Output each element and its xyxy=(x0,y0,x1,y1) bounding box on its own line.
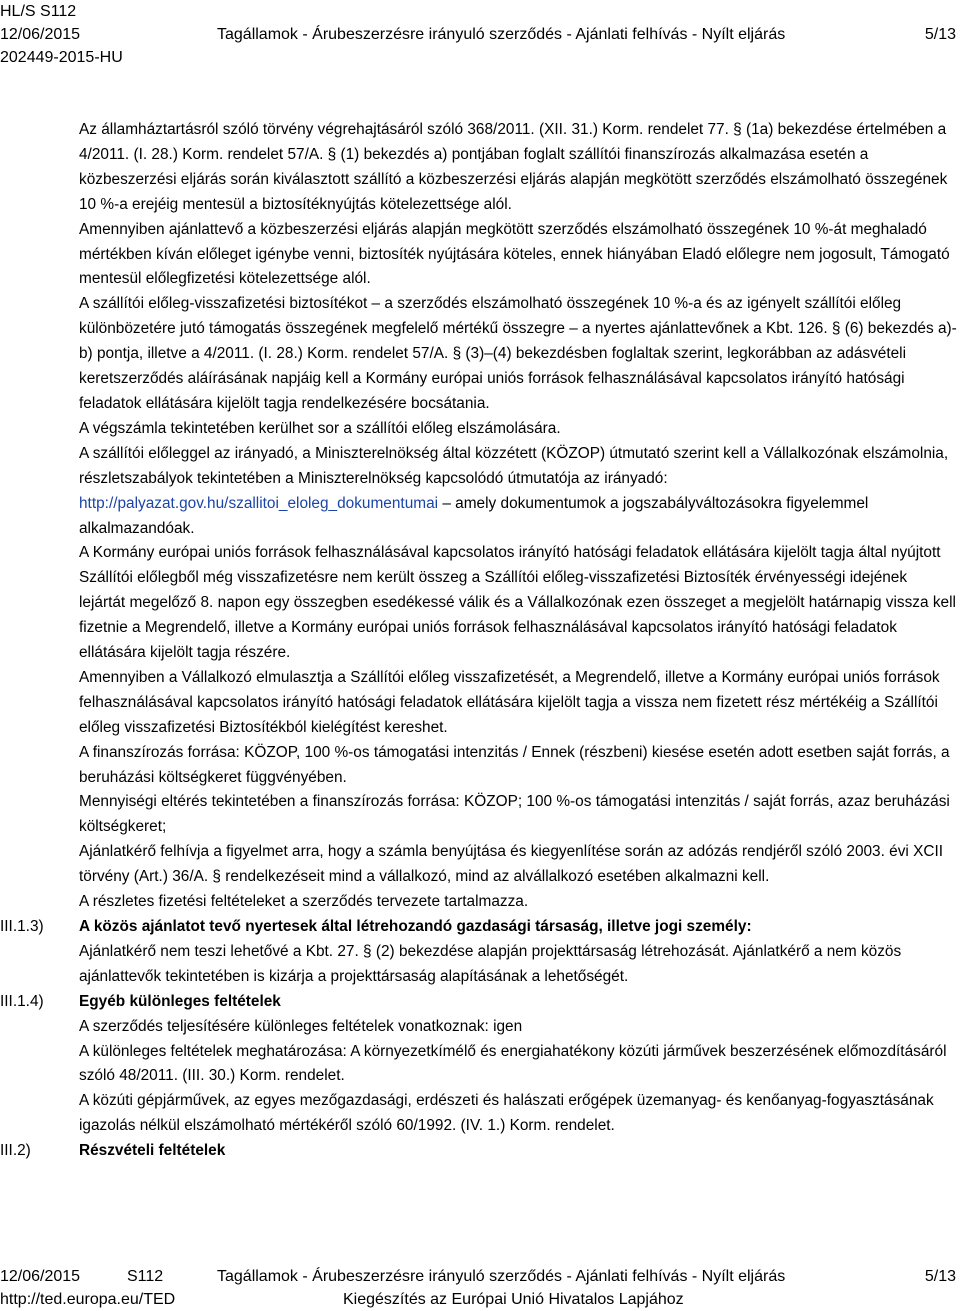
paragraph-4: A végszámla tekintetében kerülhet sor a szállítói előleg elszámolására. xyxy=(79,419,561,437)
section-heading: Egyéb különleges feltételek xyxy=(79,992,281,1010)
footer-line-1 xyxy=(0,1265,960,1288)
paragraph-1: Az államháztartásról szóló törvény végrehajtásáról szóló 368/2011. (XII. 31.) Korm. rendelet 77. § (1a) bekezdése értelmében a 4/2011. (I. 28.) Korm. rendelet 57/A. § (1) bekezdés a) pontjában foglalt szállítói finanszírozás alkalmazása esetén a közbeszerzési eljárás során kiválasztott szállító a közbeszerzési eljárás alapján megkötött szerződés elszámolható összegének 10 %-a erejéig mentesül a biztosítéknyújtás kötelezettsége alól. xyxy=(79,121,948,213)
section-number: III.1.4) xyxy=(0,992,44,1010)
footer-date: 12/06/2015 xyxy=(0,1268,81,1285)
header-page-number: 5/13 xyxy=(924,26,956,43)
special-conditions-line: A szerződés teljesítésére különleges feltételek vonatkoznak: igen xyxy=(79,1017,523,1035)
notice-id: 202449-2015-HU xyxy=(0,49,123,66)
paragraph-9: Mennyiségi eltérés tekintetében a finanszírozás forrása: KÖZOP; 100 %-os támogatási intenzitás / saját forrás, azaz beruházási költségkeret; xyxy=(79,793,950,836)
fuel-consumption-regulation: A közúti gépjárművek, az egyes mezőgazdasági, erdészeti és halászati erőgépek üzemanyag- és kenőanyag-fogyasztásának igazolás nélkül elszámolható mértékéről szóló 60/1992. (IV. 1.) Korm. rendelet. xyxy=(79,1092,934,1135)
paragraph-10: Ajánlatkérő felhívja a figyelmet arra, hogy a számla benyújtása és kiegyenlítése során az adózás rendjéről szóló 2003. évi XCII törvény (Art.) 36/A. § rendelkezéseit mind a vállalkozó, mind az alvállalkozó esetében alkalmazni kell. xyxy=(79,843,944,886)
paragraph-5-text-b: – amely dokumentumok a jogszabályváltozásokra figyelemmel alkalmazandóak. xyxy=(79,494,869,537)
paragraph-11: A részletes fizetési feltételeket a szerződés tervezete tartalmazza. xyxy=(79,893,529,911)
paragraph-2: Amennyiben ajánlattevő a közbeszerzési eljárás alapján megkötött szerződés elszámolható összegének 10 %-át meghaladó mértékben kíván előleget igénybe venni, biztosíték nyújtására köteles, ennek hiányában Eladó előlegre nem jogosult, Támogató mentesül előlegfizetési kötelezettsége alól. xyxy=(79,220,950,288)
footer-line-2 xyxy=(0,1288,960,1311)
section-text: Ajánlatkérő nem teszi lehetővé a Kbt. 27. § (2) bekezdése alapján projekttársaság létrehozását. Ajánlatkérő a nem közös ajánlattevők tekintetében is kizárja a projekttársaság alapításának a lehetőségét. xyxy=(79,942,902,985)
page-header xyxy=(0,0,960,69)
paragraph-5-text-a: A szállítói előleggel az irányadó, a Miniszterelnökség által közzétett (KÖZOP) útmutató szerint kell a Vállalkozónak elszámolnia, részletszabályok tekintetében a Miniszterelnökség kapcsolódó útmutatója az irányadó: xyxy=(79,444,949,487)
page-footer xyxy=(0,1265,960,1311)
footer-series: S112 xyxy=(127,1268,164,1285)
document-body xyxy=(0,118,960,1164)
doc-code: HL/S S112 xyxy=(0,3,77,20)
section-heading: A közös ajánlatot tevő nyertesek által létrehozandó gazdasági társaság, illetve jogi személy: xyxy=(79,918,752,935)
section-iii-1-4 xyxy=(0,990,960,1139)
paragraph-7: Amennyiben a Vállalkozó elmulasztja a Szállítói előleg visszafizetését, a Megrendelő, illetve a Kormány európai uniós források felhasználásával kapcsolatos irányító hatósági feladatok ellátására kijelölt tagja a vissza nem fizetett rész mértékéig a Szállítói előleg visszafizetési Biztosítékból kielégítést kereshet. xyxy=(79,668,940,736)
footer-supplement: Kiegészítés az Európai Unió Hivatalos Lapjához xyxy=(343,1291,684,1308)
section-number: III.2) xyxy=(0,1142,31,1160)
header-date: 12/06/2015 xyxy=(0,26,81,43)
paragraph-5 xyxy=(79,442,957,542)
paragraph-3: A szállítói előleg-visszafizetési biztosítékot – a szerződés elszámolható összegének 10 %-a és az igényelt szállítói előleg különbözetére jutó támogatás összegének megfelelő mértékű összegre – a nyertes ajánlattevőnek a Kbt. 126. § (6) bekezdés a)-b) pontja, illetve a 4/2011. (I. 28.) Korm. rendelet 57/A. § (3)–(4) bekezdésben foglaltak szerint, legkorábban az adásvételi keretszerződés aláírásának napjáig kell a Kormány európai uniós források felhasználásával kapcsolatos irányító hatósági feladatok ellátására kijelölt tagja rendelkezésére bocsátania. xyxy=(79,295,957,412)
section-iii-2 xyxy=(0,1139,960,1164)
footer-url[interactable]: http://ted.europa.eu/TED xyxy=(0,1291,176,1308)
palyazat-link[interactable]: http://palyazat.gov.hu/szallitoi_eloleg_dokumentumai xyxy=(79,494,439,512)
header-title: Tagállamok - Árubeszerzésre irányuló szerződés - Ajánlati felhívás - Nyílt eljárás xyxy=(217,26,786,43)
section-heading: Részvételi feltételek xyxy=(79,1142,226,1160)
footer-page-number: 5/13 xyxy=(924,1268,956,1285)
footer-title: Tagállamok - Árubeszerzésre irányuló szerződés - Ajánlati felhívás - Nyílt eljárás xyxy=(217,1268,786,1285)
paragraph-8: A finanszírozás forrása: KÖZOP, 100 %-os támogatási intenzitás / Ennek (részbeni) kiesése esetén adott esetben saját forrás, a beruházási költségkeret függvényében. xyxy=(79,743,950,786)
paragraph-6: A Kormány európai uniós források felhasználásával kapcsolatos irányító hatósági feladatok ellátására kijelölt tagja által nyújtott Szállítói előlegből még visszafizetésre nem került összeg a Szállítói előleg-visszafizetési Biztosíték érvényességi idejének lejártát megelőző 8. napon egy összegben esedékessé válik és a Vállalkozónak ezen összeget a megjelölt határnapig vissza kell fizetnie a Megrendelő, illetve a Kormány európai uniós források felhasználásával kapcsolatos irányító hatósági feladatok ellátására kijelölt tagja részére. xyxy=(79,544,956,662)
section-iii-1-3 xyxy=(0,915,960,990)
special-conditions-definition: A különleges feltételek meghatározása: A környezetkímélő és energiahatékony közúti járművek beszerzésének előmozdításáról szóló 48/2011. (III. 30.) Korm. rendelet. xyxy=(79,1042,947,1085)
section-number: III.1.3) xyxy=(0,918,44,935)
header-line-2 xyxy=(0,23,960,46)
header-line-3 xyxy=(0,46,960,69)
payment-conditions-section xyxy=(0,118,960,915)
header-line-1 xyxy=(0,0,960,23)
